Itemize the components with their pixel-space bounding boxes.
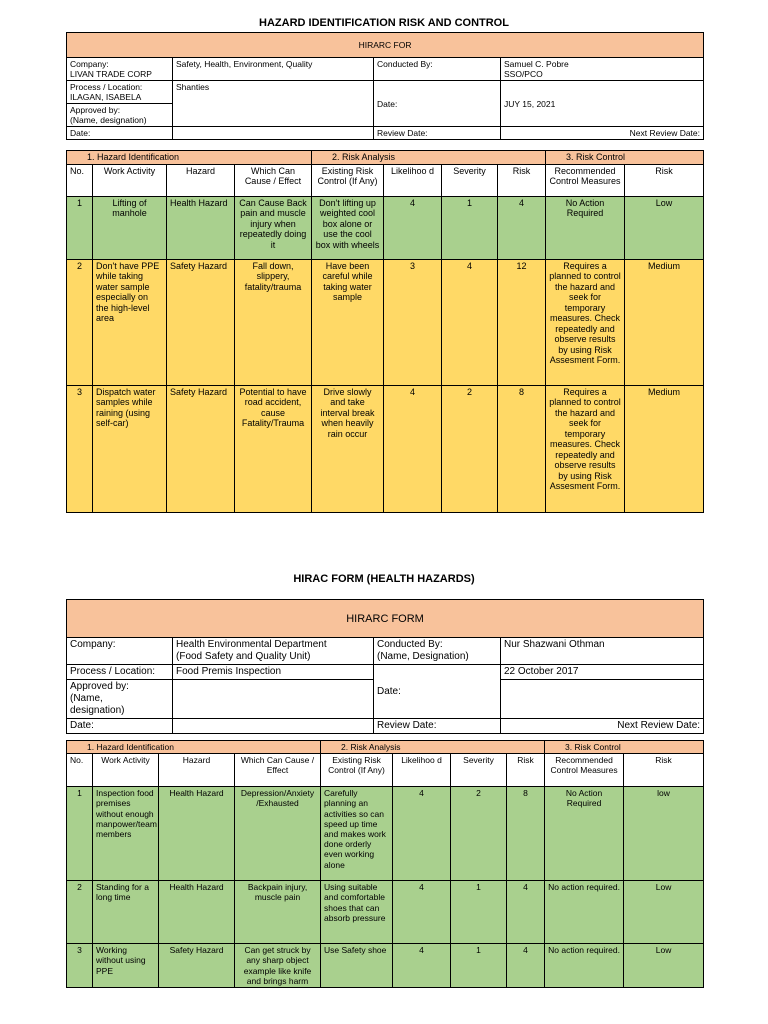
col-risk: Risk [507, 754, 545, 787]
row-effect: Potential to have road accident, cause Fatality/Trauma [235, 385, 312, 512]
form-title: HIRARC FORM [67, 600, 704, 638]
col-risk-level: Risk [624, 754, 704, 787]
row-hazard: Health Hazard [167, 196, 235, 259]
row-no: 2 [67, 881, 93, 944]
row-activity: Lifting of manhole [93, 196, 167, 259]
row-risk: 8 [507, 787, 545, 881]
section-title: HIRAC FORM (HEALTH HAZARDS) [293, 573, 475, 585]
row-effect: Can get struck by any sharp object example like knife and brings harm [235, 944, 321, 988]
row-activity: Standing for a long time [93, 881, 159, 944]
row-likelihood: 4 [393, 944, 451, 988]
approved-by-cell: Approved by: (Name, designation) [67, 104, 173, 127]
group-hazard-identification: 1. Hazard Identification [67, 741, 321, 754]
col-likelihood: Likelihoo d [384, 164, 442, 196]
col-recommended: Recommended Control Measures [546, 164, 625, 196]
process-value: Food Premis Inspection [173, 665, 374, 680]
col-risk-level: Risk [625, 164, 704, 196]
row-recommended: No Action Required [546, 196, 625, 259]
row-risk: 8 [498, 385, 546, 512]
row-existing: Drive slowly and take interval break when heavily rain occur [312, 385, 384, 512]
company-cell: Company: LIVAN TRADE CORP [67, 58, 173, 81]
row-risk-level: Medium [625, 385, 704, 512]
col-recommended: Recommended Control Measures [545, 754, 624, 787]
conducted-by-value: Samuel C. Pobre SSO/PCO [501, 58, 704, 81]
date-value: 22 October 2017 [501, 665, 704, 680]
next-review-date-label: Next Review Date: [501, 127, 704, 140]
row-risk: 12 [498, 259, 546, 385]
hazard-table-2 [66, 740, 704, 988]
row-no: 2 [67, 259, 93, 385]
col-work-activity: Work Activity [93, 754, 159, 787]
date-label: Date: [374, 81, 501, 127]
row-no: 3 [67, 944, 93, 988]
row-likelihood: 4 [393, 787, 451, 881]
group-risk-control: 3. Risk Control [545, 741, 704, 754]
row-hazard: Safety Hazard [167, 385, 235, 512]
row-likelihood: 4 [384, 196, 442, 259]
scope-cell: Safety, Health, Environment, Quality [173, 58, 374, 81]
group-risk-control: 3. Risk Control [546, 151, 704, 165]
hirarc-form-header [66, 32, 704, 140]
table-row [67, 881, 704, 944]
row-existing: Have been careful while taking water sample [312, 259, 384, 385]
row-likelihood: 3 [384, 259, 442, 385]
group-risk-analysis: 2. Risk Analysis [312, 151, 546, 165]
row-likelihood: 4 [384, 385, 442, 512]
location-cell: Shanties [173, 81, 374, 127]
col-work-activity: Work Activity [93, 164, 167, 196]
date-label: Date: [374, 665, 501, 719]
row-recommended: No action required. [545, 881, 624, 944]
row-risk-level: Low [625, 196, 704, 259]
conducted-by-value: Nur Shazwani Othman [501, 638, 704, 665]
col-severity: Severity [442, 164, 498, 196]
conducted-by-label: Conducted By: [374, 58, 501, 81]
row-activity: Inspection food premises without enough manpower/team members [93, 787, 159, 881]
table-row [67, 385, 704, 512]
date-row-value [173, 127, 374, 140]
company-label: Company: [67, 638, 173, 665]
row-hazard: Health Hazard [159, 881, 235, 944]
row-existing: Don't lifting up weighted cool box alone or use the cool box with wheels [312, 196, 384, 259]
row-severity: 1 [442, 196, 498, 259]
form-title: HIRARC FOR [67, 33, 704, 58]
row-existing: Using suitable and comfortable shoes that can absorb pressure [321, 881, 393, 944]
row-activity: Working without using PPE [93, 944, 159, 988]
date-value: JUY 15, 2021 [501, 81, 704, 127]
row-risk-level: Low [624, 944, 704, 988]
row-severity: 2 [442, 385, 498, 512]
date-row-label: Date: [67, 127, 173, 140]
row-activity: Don't have PPE while taking water sample especially on the high-level area [93, 259, 167, 385]
row-likelihood: 4 [393, 881, 451, 944]
row-severity: 1 [451, 944, 507, 988]
row-risk: 4 [507, 944, 545, 988]
col-hazard: Hazard [159, 754, 235, 787]
row-activity: Dispatch water samples while raining (using self-car) [93, 385, 167, 512]
group-risk-analysis: 2. Risk Analysis [321, 741, 545, 754]
row-risk: 4 [498, 196, 546, 259]
page-title: HAZARD IDENTIFICATION RISK AND CONTROL [259, 17, 509, 29]
col-effect: Which Can Cause / Effect [235, 754, 321, 787]
row-risk: 4 [507, 881, 545, 944]
row-recommended: Requires a planned to control the hazard and seek for temporary measures. Check repeatedly and observe results by using Risk Assesment Form. [546, 385, 625, 512]
row-no: 1 [67, 196, 93, 259]
group-hazard-identification: 1. Hazard Identification [67, 151, 312, 165]
row-existing: Use Safety shoe [321, 944, 393, 988]
approved-by-value [173, 680, 374, 719]
row-hazard: Safety Hazard [159, 944, 235, 988]
row-effect: Can Cause Back pain and muscle injury when repeatedly doing it [235, 196, 312, 259]
row-recommended: No action required. [545, 944, 624, 988]
row-recommended: No Action Required [545, 787, 624, 881]
date-blank [501, 680, 704, 719]
row-severity: 1 [451, 881, 507, 944]
col-no: No. [67, 164, 93, 196]
approved-by-cell: Approved by: (Name, designation) [67, 680, 173, 719]
row-severity: 4 [442, 259, 498, 385]
conducted-by-label: Conducted By: (Name, Designation) [374, 638, 501, 665]
company-value: Health Environmental Department (Food Safety and Quality Unit) [173, 638, 374, 665]
row-risk-level: low [624, 787, 704, 881]
hirarc-form-header-2 [66, 599, 704, 734]
col-no: No. [67, 754, 93, 787]
next-review-date-label: Next Review Date: [501, 719, 704, 734]
col-hazard: Hazard [167, 164, 235, 196]
row-no: 1 [67, 787, 93, 881]
hazard-table-1 [66, 150, 704, 513]
row-risk-level: Medium [625, 259, 704, 385]
table-row [67, 259, 704, 385]
row-recommended: Requires a planned to control the hazard and seek for temporary measures. Check repeatedly and observe results by using Risk Assesment Form. [546, 259, 625, 385]
date-row-label: Date: [67, 719, 173, 734]
table-row [67, 196, 704, 259]
review-date-label: Review Date: [374, 127, 501, 140]
row-hazard: Health Hazard [159, 787, 235, 881]
review-date-label: Review Date: [374, 719, 501, 734]
col-likelihood: Likelihoo d [393, 754, 451, 787]
date-row-value [173, 719, 374, 734]
row-existing: Carefully planning an activities so can speed up time and makes work done orderly even working alone [321, 787, 393, 881]
row-hazard: Safety Hazard [167, 259, 235, 385]
row-severity: 2 [451, 787, 507, 881]
col-existing-control: Existing Risk Control (If Any) [312, 164, 384, 196]
row-effect: Fall down, slippery, fatality/trauma [235, 259, 312, 385]
col-effect: Which Can Cause / Effect [235, 164, 312, 196]
table-row [67, 787, 704, 881]
row-effect: Depression/Anxiety /Exhausted [235, 787, 321, 881]
table-row [67, 944, 704, 988]
row-effect: Backpain injury, muscle pain [235, 881, 321, 944]
row-risk-level: Low [624, 881, 704, 944]
row-no: 3 [67, 385, 93, 512]
col-existing-control: Existing Risk Control (If Any) [321, 754, 393, 787]
process-cell: Process / Location: ILAGAN, ISABELA [67, 81, 173, 104]
col-severity: Severity [451, 754, 507, 787]
process-label: Process / Location: [67, 665, 173, 680]
col-risk: Risk [498, 164, 546, 196]
